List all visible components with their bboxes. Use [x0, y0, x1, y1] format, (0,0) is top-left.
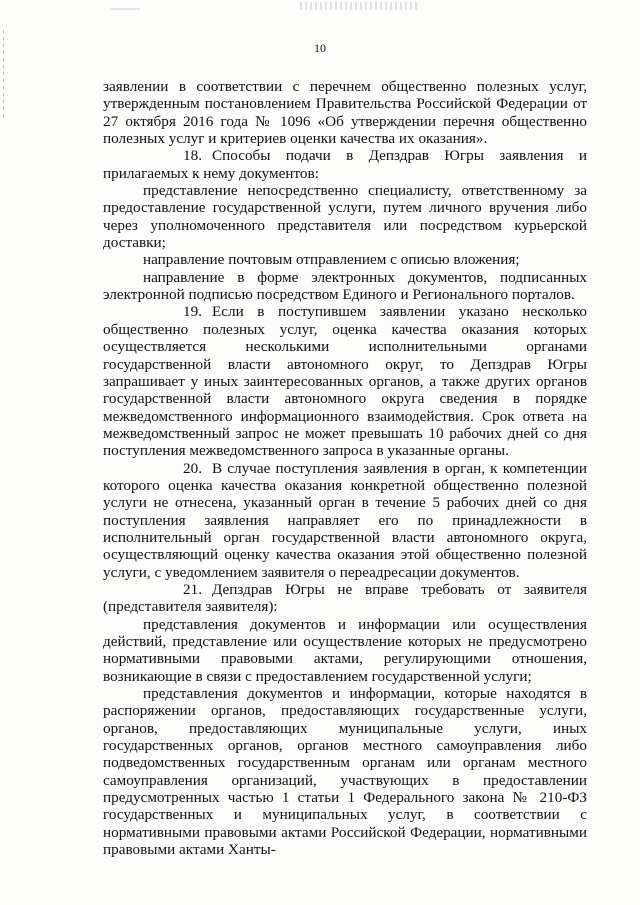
paragraph [103, 182, 587, 251]
document-body [103, 78, 587, 858]
numbered-paragraph [103, 303, 587, 459]
paragraph-text: представление непосредственно специалисту, ответственному за предоставление государственной услуги, путем личного вручения либо через уполномоченного представителя или посредством курьерской доставки; [103, 182, 587, 252]
paragraph-number: 19. [183, 303, 202, 321]
scan-artifact [300, 2, 420, 10]
paragraph-text: Способы подачи в Депздрав Югры заявления и прилагаемых к нему документов: [103, 147, 587, 182]
numbered-paragraph [103, 147, 587, 182]
paragraph-number: 21. [183, 580, 202, 598]
paragraph [103, 251, 587, 268]
paragraph-text: заявлении в соответствии с перечнем общественно полезных услуг, утвержденным постановлением Правительства Российской Федерации от 27 октября 2016 года № 1096 «Об утверждении перечня общественно полезных услуг и критериев оценки качества их оказания». [103, 78, 587, 148]
paragraph [103, 616, 587, 685]
numbered-paragraph [103, 581, 587, 616]
paragraph-text: представления документов и информации, которые находятся в распоряжении органов, предоставляющих государственные услуги, органов, предоставляющих муниципальные услуги, иных государственных органов, органов местного самоуправления либо подведомственных государственным органам или органам местного самоуправления организаций, участвующих в предоставлении предусмотренных частью 1 статьи 1 Федерального закона № 210-ФЗ государственных и муниципальных услуг, в соответствии с нормативными правовыми актами Российской Федерации, нормативными правовыми актами Ханты- [103, 685, 587, 859]
paragraph [103, 78, 587, 147]
paragraph-number: 18. [183, 147, 202, 165]
paragraph-text: Если в поступившем заявлении указано несколько общественно полезных услуг, оценка качества оказания которых осуществляется несколькими исполнительными органами государственной власти автономного округ, то Депздрав Югры запрашивает у иных заинтересованных органов, а также других органов государственной власти автономного округа сведения в порядке межведомственного информационного взаимодействия. Срок ответа на межведомственный запрос не может превышать 10 рабочих дней со дня поступления межведомственного запроса в указанные органы. [103, 303, 587, 460]
page-number: 10 [314, 41, 326, 55]
paragraph [103, 269, 587, 304]
paragraph [103, 685, 587, 858]
paragraph-text: представления документов и информации или осуществления действий, представление или осуществление которых не предусмотрено нормативными правовыми актами, регулирующими отношения, возникающие в связи с предоставлением государственной услуги; [103, 615, 587, 685]
paragraph-text: В случае поступления заявления в орган, к компетенции которого оценка качества оказания конкретной общественно полезной услуги не отнесена, указанный орган в течение 5 рабочих дней со дня поступления заявления направляет его по принадлежности в исполнительный орган государственной власти автономного округа, осуществляющий оценку качества оказания этой общественно полезной услуги, с уведомлением заявителя о переадресации документов. [103, 459, 587, 581]
paragraph-text: направление почтовым отправлением с описью вложения; [143, 251, 520, 269]
numbered-paragraph [103, 460, 587, 581]
paragraph-text: Депздрав Югры не вправе требовать от заявителя (представителя заявителя): [103, 580, 587, 616]
paragraph-number: 20. [183, 459, 202, 477]
scan-artifact [110, 8, 140, 10]
paragraph-text: направление в форме электронных документов, подписанных электронной подписью посредством Единого и Регионального порталов. [103, 268, 587, 304]
